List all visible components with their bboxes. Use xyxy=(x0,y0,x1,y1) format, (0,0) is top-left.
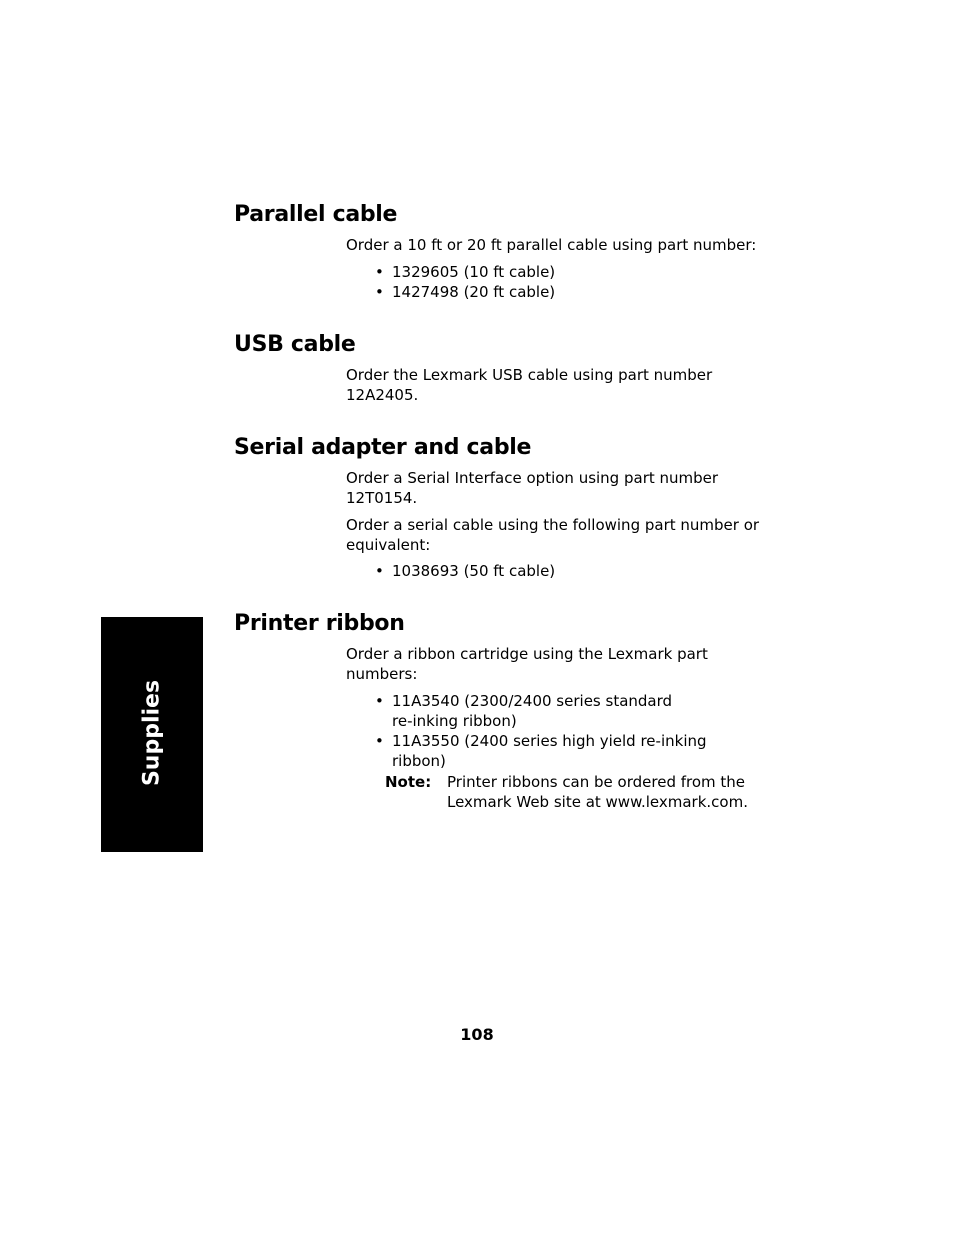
bullet-icon: • xyxy=(375,562,384,580)
section-heading-usb-cable: USB cable xyxy=(234,332,356,357)
usb-cable-text: Order the Lexmark USB cable using part number 12A2405. xyxy=(346,366,713,404)
section-heading-serial-adapter: Serial adapter and cable xyxy=(234,435,532,460)
note-label: Note: xyxy=(385,773,432,791)
section-heading-printer-ribbon: Printer ribbon xyxy=(234,611,405,636)
section-heading-parallel-cable: Parallel cable xyxy=(234,202,398,227)
chapter-tab xyxy=(101,617,203,852)
part-number-text: 1329605 (10 ft cable) xyxy=(392,263,556,281)
part-number-text: 11A3540 (2300/2400 series standard re-inking ribbon) xyxy=(392,692,673,730)
part-number-text: 11A3550 (2400 series high yield re-inking ribbon) xyxy=(392,732,707,770)
bullet-icon: • xyxy=(375,263,384,281)
chapter-tab-label: Supplies xyxy=(139,679,165,787)
part-number-text: 1038693 (50 ft cable) xyxy=(392,562,556,580)
list-item xyxy=(375,282,735,302)
list-item xyxy=(375,262,735,282)
page-number: 108 xyxy=(460,1025,494,1044)
bullet-icon: • xyxy=(375,732,384,750)
serial-interface-text: Order a Serial Interface option using part number 12T0154. xyxy=(346,469,719,507)
note xyxy=(385,772,765,812)
bullet-icon: • xyxy=(375,283,384,301)
part-number-text: 1427498 (20 ft cable) xyxy=(392,283,556,301)
printer-ribbon-intro: Order a ribbon cartridge using the Lexmark part numbers: xyxy=(346,645,708,683)
parallel-cable-intro: Order a 10 ft or 20 ft parallel cable using part number: xyxy=(346,236,757,254)
note-text: Printer ribbons can be ordered from the Lexmark Web site at www.lexmark.com. xyxy=(447,773,748,811)
serial-cable-text: Order a serial cable using the following part number or equivalent: xyxy=(346,516,760,554)
list-item xyxy=(375,691,695,731)
list-item xyxy=(375,561,735,581)
bullet-icon: • xyxy=(375,692,384,710)
list-item xyxy=(375,731,745,771)
